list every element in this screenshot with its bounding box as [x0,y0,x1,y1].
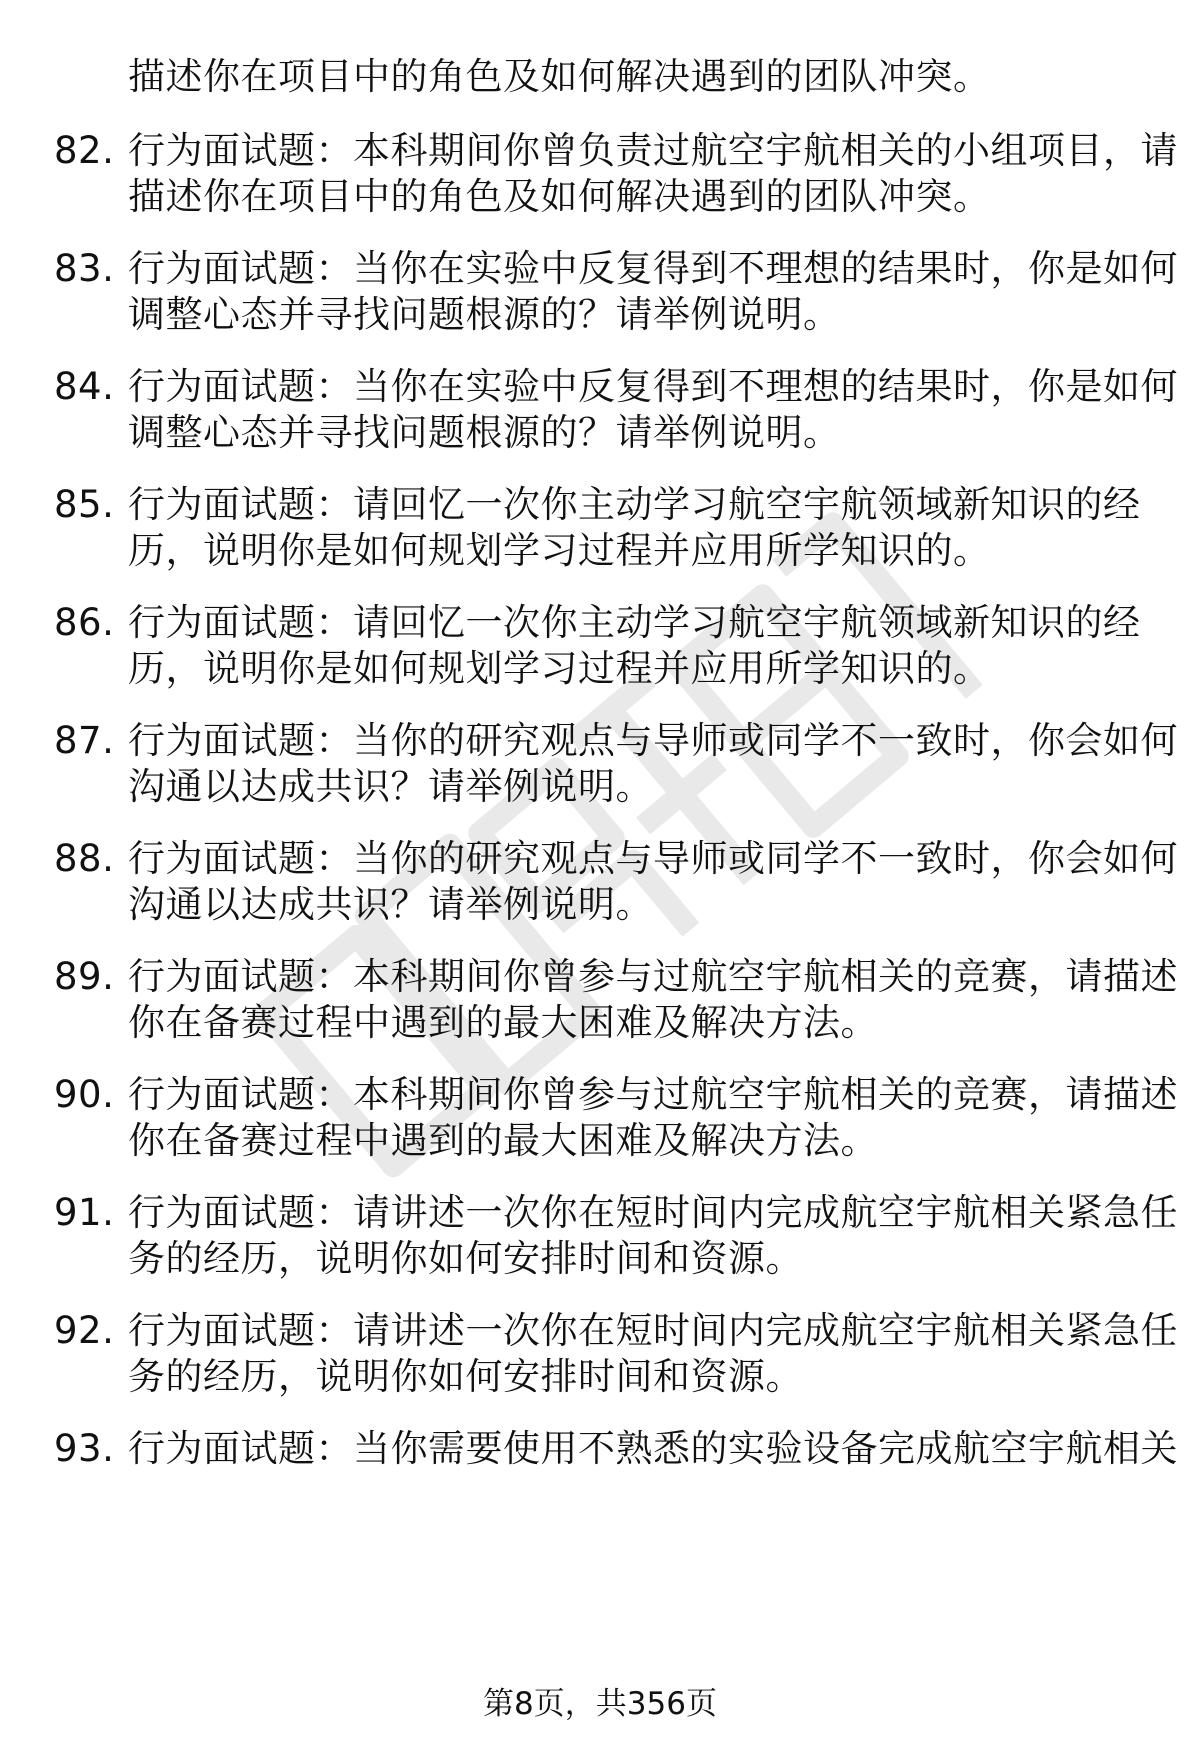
list-item-continuation [54,1354,1154,1400]
item-text-line: 行为面试题：当你需要使用不熟悉的实验设备完成航空宇航相关 [128,1427,1178,1470]
list-item-continuation [54,528,1154,574]
item-text-line: 行为面试题：请回忆一次你主动学习航空宇航领域新知识的经 [128,483,1141,526]
item-text-line: 务的经历，说明你如何安排时间和资源。 [128,1237,803,1280]
item-text-line: 调整心态并寻找问题根源的？请举例说明。 [128,411,841,454]
item-number: 83. [54,247,115,290]
item-number: 88. [54,837,115,880]
item-number: 89. [54,955,115,998]
list-item [54,600,1154,646]
item-text-line: 调整心态并寻找问题根源的？请举例说明。 [128,293,841,336]
item-text-line: 沟通以达成共识？请举例说明。 [128,765,653,808]
item-number: 84. [54,365,115,408]
item-number: 92. [54,1309,115,1352]
list-item-continuation [54,1000,1154,1046]
list-item [54,482,1154,528]
item-text-line: 历，说明你是如何规划学习过程并应用所学知识的。 [128,529,991,572]
page-footer: 第8页，共356页 [483,1686,717,1722]
item-number: 85. [54,483,115,526]
item-text-line: 行为面试题：本科期间你曾负责过航空宇航相关的小组项目，请 [128,129,1178,172]
item-number: 91. [54,1191,115,1234]
list-item-continuation [54,410,1154,456]
list-item-continuation [54,174,1154,220]
item-text-line: 务的经历，说明你如何安排时间和资源。 [128,1355,803,1398]
list-item-continuation [54,292,1154,338]
item-text-line: 行为面试题：本科期间你曾参与过航空宇航相关的竞赛，请描述 [128,955,1178,998]
list-item [54,718,1178,764]
list-item [54,128,1178,174]
item-text-line: 行为面试题：本科期间你曾参与过航空宇航相关的竞赛，请描述 [128,1073,1178,1116]
item-text-line: 行为面试题：请讲述一次你在短时间内完成航空宇航相关紧急任 [128,1309,1178,1352]
item-text-line: 行为面试题：当你在实验中反复得到不理想的结果时，你是如何 [128,365,1178,408]
list-item [54,1190,1178,1236]
list-item-continuation [54,764,1154,810]
list-item-continuation [54,646,1154,692]
list-item [54,1308,1178,1354]
item-text-line: 你在备赛过程中遇到的最大困难及解决方法。 [128,1119,878,1162]
list-item-continuation [54,1236,1154,1282]
item-text-line: 行为面试题：当你在实验中反复得到不理想的结果时，你是如何 [128,247,1178,290]
item-text-line: 历，说明你是如何规划学习过程并应用所学知识的。 [128,647,991,690]
item-number: 82. [54,129,115,172]
list-item [54,246,1178,292]
list-item [54,1072,1178,1118]
item-text-line: 沟通以达成共识？请举例说明。 [128,883,653,926]
item-text-line: 行为面试题：请讲述一次你在短时间内完成航空宇航相关紧急任 [128,1191,1178,1234]
item-number: 90. [54,1073,115,1116]
item-text-line: 行为面试题：当你的研究观点与导师或同学不一致时，你会如何 [128,719,1178,762]
list-item [54,1426,1178,1472]
item-text-line: 描述你在项目中的角色及如何解决遇到的团队冲突。 [128,55,991,98]
item-text-line: 行为面试题：当你的研究观点与导师或同学不一致时，你会如何 [128,837,1178,880]
item-text-line: 行为面试题：请回忆一次你主动学习航空宇航领域新知识的经 [128,601,1141,644]
list-item-continuation [54,1118,1154,1164]
item-number: 86. [54,601,115,644]
item-text-line: 你在备赛过程中遇到的最大困难及解决方法。 [128,1001,878,1044]
item-text-line: 描述你在项目中的角色及如何解决遇到的团队冲突。 [128,175,991,218]
list-item [54,364,1178,410]
list-item-continuation [54,882,1154,928]
item-number: 93. [54,1427,115,1470]
continuation-line [54,54,1154,100]
list-item [54,836,1178,882]
item-number: 87. [54,719,115,762]
list-item [54,954,1178,1000]
